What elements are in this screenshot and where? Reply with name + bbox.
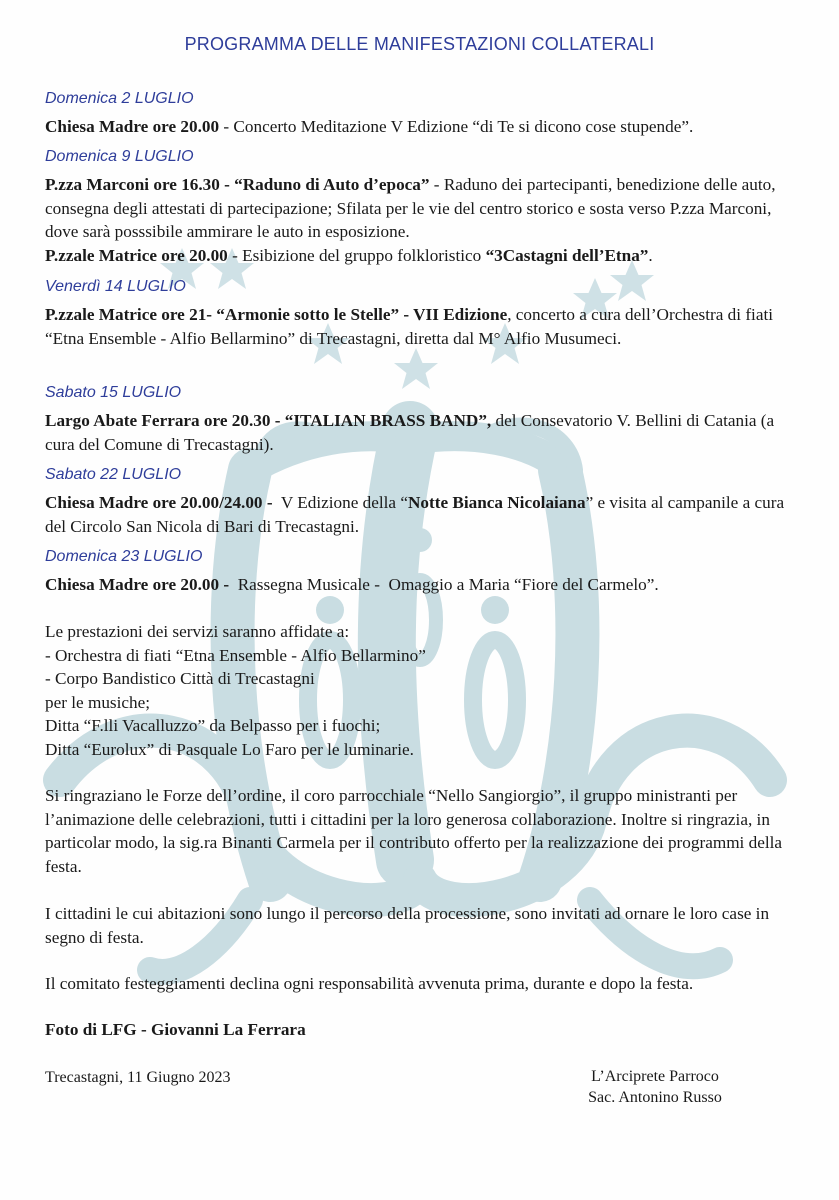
event-text: Esibizione del gruppo folkloristico: [242, 245, 486, 265]
citizens-paragraph: I cittadini le cui abitazioni sono lungo il percorso della processione, sono invitati ad ornare le loro case in segno di festa.: [45, 904, 770, 947]
place-date: Trecastagni, 11 Giugno 2023: [45, 1069, 231, 1086]
event-place-time: Largo Abate Ferrara ore 20.30 - “ITALIAN BRASS BAND”,: [45, 411, 492, 430]
event-text: concerto a cura dell’Orchestra di fiati “Etna Ensemble - Alfio Bellarmino” di Trecastagni, diretta dal M° Alfio Musumeci.: [45, 305, 773, 348]
services-intro: Le prestazioni dei servizi saranno affidate a:: [45, 622, 350, 641]
event-description: [45, 491, 797, 538]
group-name: “3Castagni dell’Etna”: [485, 245, 649, 265]
photo-credit: Foto di LFG - Giovanni La Ferrara: [45, 1020, 306, 1039]
event-text: Raduno dei partecipanti, benedizione delle auto, consegna degli attestati di partecipazione; Sfilata per le vie del centro storico e sosta verso P.zza Marconi, dove sarà posssibile ammirare le auto in esposizione.: [45, 175, 776, 241]
event-highlight: Notte Bianca Nicolaiana: [407, 493, 586, 512]
separator: [229, 575, 238, 594]
event-text: Rassegna Musicale - Omaggio a Maria “Fiore del Carmelo”.: [237, 575, 659, 594]
event-description: [45, 409, 797, 456]
event-day: Domenica 2 LUGLIO: [45, 90, 194, 107]
event-place-time: Chiesa Madre ore 20.00: [45, 117, 220, 136]
service-item: Ditta “F.lli Vacalluzzo” da Belpasso per i fuochi;: [45, 716, 381, 735]
event-day: Sabato 22 LUGLIO: [45, 466, 182, 483]
event-day: Domenica 9 LUGLIO: [45, 148, 194, 165]
separator: ,: [507, 305, 516, 324]
event-place-time: P.zzale Matrice ore 21- “Armonie sotto le Stelle” - VII Edizione: [45, 305, 508, 324]
service-item: Ditta “Eurolux” di Pasquale Lo Faro per le luminarie.: [45, 739, 414, 759]
services-list: [45, 620, 797, 761]
event-place-time: P.zzale Matrice ore 20.00: [45, 245, 228, 265]
separator: -: [227, 245, 243, 265]
event-text: ” e visita al campanile a cura del Circolo San Nicola di Bari di Trecastagni.: [45, 493, 785, 536]
page-title: PROGRAMMA DELLE MANIFESTAZIONI COLLATERALI: [184, 34, 655, 54]
thanks-paragraph: Si ringraziano le Forze dell’ordine, il coro parrocchiale “Nello Sangiorgio”, il gruppo ministranti per l’animazione delle celebrazioni, tutti i cittadini per la loro generosa collaborazione. Inoltre si ringrazia, in particolar modo, la sig.ra Binanti Carmela per il contributo offerto per la realizzazione dei programmi della festa.: [45, 786, 783, 876]
disclaimer-paragraph: Il comitato festeggiamenti declina ogni responsabilità avvenuta prima, durante e dopo la festa.: [45, 974, 694, 993]
event-text: Concerto Meditazione V Edizione “di Te si dicono cose stupende”.: [233, 117, 694, 136]
event-day: Domenica 23 LUGLIO: [45, 548, 203, 565]
service-item: - Orchestra di fiati “Etna Ensemble - Alfio Bellarmino”: [45, 645, 426, 665]
service-item: - Corpo Bandistico Città di Trecastagni: [45, 669, 315, 688]
signature-block: [555, 1066, 755, 1108]
event-day: Sabato 15 LUGLIO: [45, 384, 182, 401]
event-description: [45, 115, 797, 139]
separator: [273, 493, 281, 512]
event-place-time: P.zza Marconi ore 16.30 - “Raduno di Auto d’epoca”: [45, 175, 430, 194]
separator: .: [648, 245, 653, 265]
separator: -: [219, 117, 234, 136]
signature-role: L’Arciprete Parroco: [591, 1068, 719, 1085]
event-description: [45, 303, 797, 350]
event-description: [45, 173, 797, 267]
event-day: Venerdì 14 LUGLIO: [45, 278, 186, 295]
event-text: V Edizione della “: [280, 493, 408, 512]
signature-name: Sac. Antonino Russo: [588, 1089, 722, 1106]
event-place-time: Chiesa Madre ore 20.00 -: [45, 575, 230, 594]
event-place-time: Chiesa Madre ore 20.00/24.00 -: [45, 493, 273, 512]
separator: -: [429, 175, 444, 194]
event-text: del Consevatorio V. Bellini di Catania (a cura del Comune di Trecastagni).: [45, 411, 775, 454]
event-description: [45, 573, 797, 597]
service-item: per le musiche;: [45, 692, 150, 712]
